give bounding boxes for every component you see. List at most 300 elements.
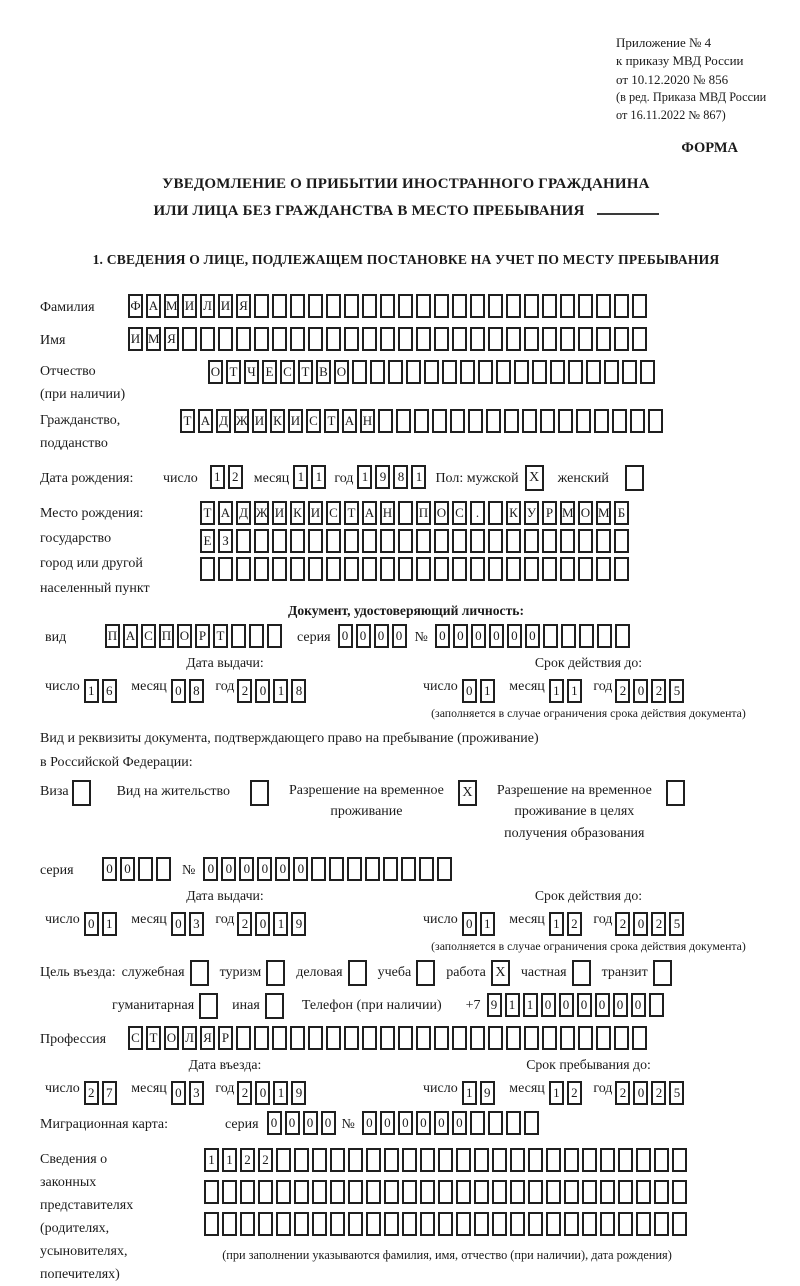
form-cell[interactable] [438, 1212, 453, 1236]
form-cell[interactable]: 2 [228, 465, 243, 489]
form-cell[interactable] [384, 1212, 399, 1236]
form-cell[interactable] [222, 1212, 237, 1236]
form-cell[interactable] [240, 1212, 255, 1236]
form-cell[interactable]: 0 [293, 857, 308, 881]
form-cell[interactable]: Н [360, 409, 375, 433]
form-cell[interactable] [478, 360, 493, 384]
form-cell[interactable]: С [128, 1026, 143, 1050]
form-cell[interactable]: 2 [651, 912, 666, 936]
form-cell[interactable]: 5 [669, 1081, 684, 1105]
form-cell[interactable]: Е [200, 529, 215, 553]
form-cell[interactable] [416, 1026, 431, 1050]
edu-permit-checkbox[interactable] [666, 780, 685, 806]
sex-female-checkbox[interactable] [625, 465, 644, 491]
form-cell[interactable] [344, 1026, 359, 1050]
form-cell[interactable]: 1 [293, 465, 308, 489]
form-cell[interactable]: Т [226, 360, 241, 384]
form-cell[interactable] [452, 327, 467, 351]
form-cell[interactable] [398, 529, 413, 553]
form-cell[interactable]: И [308, 501, 323, 525]
form-cell[interactable] [672, 1148, 687, 1172]
form-cell[interactable] [618, 1148, 633, 1172]
form-cell[interactable] [254, 294, 269, 318]
form-cell[interactable] [362, 557, 377, 581]
form-cell[interactable]: 6 [102, 679, 117, 703]
form-cell[interactable] [384, 1180, 399, 1204]
form-cell[interactable]: П [416, 501, 431, 525]
form-cell[interactable] [290, 557, 305, 581]
form-cell[interactable] [582, 1180, 597, 1204]
form-cell[interactable] [236, 529, 251, 553]
form-cell[interactable] [524, 557, 539, 581]
form-cell[interactable]: 0 [102, 857, 117, 881]
form-cell[interactable]: 1 [411, 465, 426, 489]
form-cell[interactable]: 0 [338, 624, 353, 648]
form-cell[interactable] [614, 294, 629, 318]
form-cell[interactable] [654, 1148, 669, 1172]
form-cell[interactable] [470, 557, 485, 581]
form-cell[interactable] [380, 557, 395, 581]
form-cell[interactable] [182, 327, 197, 351]
form-cell[interactable] [560, 294, 575, 318]
purpose-official-checkbox[interactable] [190, 960, 209, 986]
form-cell[interactable]: Т [180, 409, 195, 433]
form-cell[interactable]: 0 [541, 993, 556, 1017]
form-cell[interactable] [222, 1180, 237, 1204]
form-cell[interactable] [524, 294, 539, 318]
form-cell[interactable] [294, 1180, 309, 1204]
form-cell[interactable]: 0 [489, 624, 504, 648]
form-cell[interactable] [528, 1180, 543, 1204]
form-cell[interactable] [380, 1026, 395, 1050]
form-cell[interactable]: М [146, 327, 161, 351]
purpose-private-checkbox[interactable] [572, 960, 591, 986]
form-cell[interactable] [470, 327, 485, 351]
form-cell[interactable]: 1 [567, 679, 582, 703]
form-cell[interactable] [649, 993, 664, 1017]
form-cell[interactable]: 0 [171, 1081, 186, 1105]
form-cell[interactable]: 1 [549, 912, 564, 936]
form-cell[interactable] [308, 529, 323, 553]
visa-checkbox[interactable] [72, 780, 91, 806]
form-cell[interactable] [290, 529, 305, 553]
form-cell[interactable] [596, 557, 611, 581]
form-cell[interactable] [474, 1212, 489, 1236]
form-cell[interactable] [542, 327, 557, 351]
form-cell[interactable]: Я [164, 327, 179, 351]
form-cell[interactable] [579, 624, 594, 648]
form-cell[interactable]: 0 [435, 624, 450, 648]
form-cell[interactable] [506, 557, 521, 581]
form-cell[interactable]: 1 [505, 993, 520, 1017]
form-cell[interactable]: Ж [234, 409, 249, 433]
form-cell[interactable]: 1 [480, 912, 495, 936]
form-cell[interactable] [272, 327, 287, 351]
form-cell[interactable]: 9 [487, 993, 502, 1017]
form-cell[interactable]: 0 [452, 1111, 467, 1135]
form-cell[interactable]: 0 [559, 993, 574, 1017]
form-cell[interactable] [564, 1212, 579, 1236]
form-cell[interactable] [654, 1212, 669, 1236]
form-cell[interactable] [506, 1026, 521, 1050]
form-cell[interactable] [267, 624, 282, 648]
form-cell[interactable]: 0 [434, 1111, 449, 1135]
form-cell[interactable] [506, 327, 521, 351]
form-cell[interactable] [615, 624, 630, 648]
sex-male-checkbox[interactable]: X [525, 465, 544, 491]
form-cell[interactable]: Р [542, 501, 557, 525]
form-cell[interactable] [380, 327, 395, 351]
form-cell[interactable] [632, 1026, 647, 1050]
form-cell[interactable] [308, 294, 323, 318]
form-cell[interactable]: И [252, 409, 267, 433]
form-cell[interactable] [442, 360, 457, 384]
form-cell[interactable] [370, 360, 385, 384]
form-cell[interactable] [312, 1180, 327, 1204]
form-cell[interactable] [378, 409, 393, 433]
form-cell[interactable] [576, 409, 591, 433]
form-cell[interactable] [326, 1026, 341, 1050]
form-cell[interactable]: 1 [462, 1081, 477, 1105]
form-cell[interactable] [636, 1212, 651, 1236]
form-cell[interactable] [416, 557, 431, 581]
form-cell[interactable] [542, 294, 557, 318]
form-cell[interactable]: 0 [380, 1111, 395, 1135]
form-cell[interactable]: 0 [471, 624, 486, 648]
form-cell[interactable] [276, 1180, 291, 1204]
form-cell[interactable]: 1 [480, 679, 495, 703]
form-cell[interactable] [470, 294, 485, 318]
form-cell[interactable] [276, 1212, 291, 1236]
form-cell[interactable] [434, 294, 449, 318]
form-cell[interactable]: П [159, 624, 174, 648]
form-cell[interactable]: 0 [362, 1111, 377, 1135]
form-cell[interactable]: 8 [189, 679, 204, 703]
form-cell[interactable]: 2 [615, 912, 630, 936]
form-cell[interactable]: 0 [356, 624, 371, 648]
form-cell[interactable] [438, 1148, 453, 1172]
form-cell[interactable]: 0 [631, 993, 646, 1017]
form-cell[interactable] [258, 1180, 273, 1204]
form-cell[interactable]: 0 [453, 624, 468, 648]
form-cell[interactable]: Ж [254, 501, 269, 525]
form-cell[interactable] [452, 557, 467, 581]
form-cell[interactable] [488, 327, 503, 351]
form-cell[interactable] [402, 1180, 417, 1204]
form-cell[interactable]: 0 [257, 857, 272, 881]
form-cell[interactable]: 9 [291, 1081, 306, 1105]
form-cell[interactable]: И [288, 409, 303, 433]
form-cell[interactable] [398, 327, 413, 351]
form-cell[interactable] [542, 529, 557, 553]
form-cell[interactable] [366, 1180, 381, 1204]
form-cell[interactable]: А [123, 624, 138, 648]
form-cell[interactable] [311, 857, 326, 881]
form-cell[interactable] [218, 557, 233, 581]
form-cell[interactable]: Б [614, 501, 629, 525]
form-cell[interactable] [362, 1026, 377, 1050]
form-cell[interactable]: Я [200, 1026, 215, 1050]
form-cell[interactable]: 0 [416, 1111, 431, 1135]
form-cell[interactable] [452, 294, 467, 318]
form-cell[interactable]: П [105, 624, 120, 648]
form-cell[interactable] [528, 1148, 543, 1172]
form-cell[interactable]: 0 [577, 993, 592, 1017]
form-cell[interactable] [366, 1148, 381, 1172]
form-cell[interactable]: 0 [321, 1111, 336, 1135]
form-cell[interactable] [632, 327, 647, 351]
form-cell[interactable] [383, 857, 398, 881]
form-cell[interactable] [542, 1026, 557, 1050]
form-cell[interactable] [398, 294, 413, 318]
form-cell[interactable] [586, 360, 601, 384]
form-cell[interactable]: 0 [255, 679, 270, 703]
form-cell[interactable] [582, 1212, 597, 1236]
form-cell[interactable] [396, 409, 411, 433]
form-cell[interactable] [362, 327, 377, 351]
form-cell[interactable] [524, 1026, 539, 1050]
form-cell[interactable] [568, 360, 583, 384]
form-cell[interactable] [614, 557, 629, 581]
form-cell[interactable] [236, 327, 251, 351]
form-cell[interactable]: 1 [204, 1148, 219, 1172]
form-cell[interactable]: Д [216, 409, 231, 433]
form-cell[interactable] [294, 1212, 309, 1236]
form-cell[interactable]: М [164, 294, 179, 318]
form-cell[interactable]: А [198, 409, 213, 433]
form-cell[interactable]: 0 [303, 1111, 318, 1135]
form-cell[interactable]: 0 [120, 857, 135, 881]
form-cell[interactable] [546, 1180, 561, 1204]
form-cell[interactable] [488, 1111, 503, 1135]
form-cell[interactable] [492, 1180, 507, 1204]
form-cell[interactable] [308, 327, 323, 351]
form-cell[interactable] [614, 529, 629, 553]
form-cell[interactable] [468, 409, 483, 433]
form-cell[interactable]: 0 [285, 1111, 300, 1135]
form-cell[interactable] [506, 1111, 521, 1135]
form-cell[interactable]: Ф [128, 294, 143, 318]
form-cell[interactable] [362, 294, 377, 318]
form-cell[interactable]: 0 [203, 857, 218, 881]
form-cell[interactable]: 1 [523, 993, 538, 1017]
form-cell[interactable] [312, 1148, 327, 1172]
form-cell[interactable] [532, 360, 547, 384]
form-cell[interactable] [540, 409, 555, 433]
form-cell[interactable] [560, 1026, 575, 1050]
form-cell[interactable] [272, 529, 287, 553]
form-cell[interactable]: 0 [392, 624, 407, 648]
form-cell[interactable]: О [578, 501, 593, 525]
form-cell[interactable] [564, 1148, 579, 1172]
form-cell[interactable] [308, 1026, 323, 1050]
form-cell[interactable]: 0 [525, 624, 540, 648]
form-cell[interactable] [514, 360, 529, 384]
form-cell[interactable]: Р [218, 1026, 233, 1050]
form-cell[interactable] [452, 1026, 467, 1050]
form-cell[interactable]: 2 [615, 1081, 630, 1105]
form-cell[interactable]: И [272, 501, 287, 525]
form-cell[interactable] [558, 409, 573, 433]
form-cell[interactable] [456, 1212, 471, 1236]
form-cell[interactable] [330, 1212, 345, 1236]
form-cell[interactable]: 2 [567, 912, 582, 936]
form-cell[interactable]: К [270, 409, 285, 433]
form-cell[interactable] [294, 1148, 309, 1172]
form-cell[interactable]: 3 [189, 912, 204, 936]
form-cell[interactable] [542, 557, 557, 581]
form-cell[interactable]: У [524, 501, 539, 525]
form-cell[interactable] [329, 857, 344, 881]
form-cell[interactable]: 1 [273, 679, 288, 703]
form-cell[interactable] [672, 1180, 687, 1204]
purpose-work-checkbox[interactable]: X [491, 960, 510, 986]
form-cell[interactable]: К [506, 501, 521, 525]
form-cell[interactable] [604, 360, 619, 384]
form-cell[interactable] [550, 360, 565, 384]
form-cell[interactable]: 0 [275, 857, 290, 881]
form-cell[interactable] [218, 327, 233, 351]
form-cell[interactable]: 0 [374, 624, 389, 648]
purpose-transit-checkbox[interactable] [653, 960, 672, 986]
form-cell[interactable]: Т [324, 409, 339, 433]
form-cell[interactable]: 0 [595, 993, 610, 1017]
form-cell[interactable]: И [218, 294, 233, 318]
form-cell[interactable] [200, 327, 215, 351]
form-cell[interactable] [522, 409, 537, 433]
form-cell[interactable]: Н [380, 501, 395, 525]
form-cell[interactable] [204, 1180, 219, 1204]
form-cell[interactable] [561, 624, 576, 648]
form-cell[interactable] [596, 327, 611, 351]
form-cell[interactable] [636, 1180, 651, 1204]
form-cell[interactable] [594, 409, 609, 433]
form-cell[interactable] [488, 529, 503, 553]
form-cell[interactable]: Д [236, 501, 251, 525]
form-cell[interactable] [258, 1212, 273, 1236]
form-cell[interactable]: 1 [311, 465, 326, 489]
form-cell[interactable]: Т [200, 501, 215, 525]
form-cell[interactable]: Л [182, 1026, 197, 1050]
form-cell[interactable] [596, 1026, 611, 1050]
form-cell[interactable] [546, 1148, 561, 1172]
form-cell[interactable]: О [164, 1026, 179, 1050]
form-cell[interactable] [402, 1212, 417, 1236]
form-cell[interactable] [308, 557, 323, 581]
form-cell[interactable]: 1 [357, 465, 372, 489]
form-cell[interactable]: Я [236, 294, 251, 318]
form-cell[interactable]: А [146, 294, 161, 318]
form-cell[interactable]: 1 [549, 679, 564, 703]
form-cell[interactable] [434, 327, 449, 351]
form-cell[interactable] [362, 529, 377, 553]
form-cell[interactable] [564, 1180, 579, 1204]
form-cell[interactable]: 0 [171, 679, 186, 703]
form-cell[interactable]: 0 [613, 993, 628, 1017]
form-cell[interactable] [612, 409, 627, 433]
form-cell[interactable] [622, 360, 637, 384]
form-cell[interactable]: 1 [222, 1148, 237, 1172]
form-cell[interactable] [347, 857, 362, 881]
form-cell[interactable]: О [208, 360, 223, 384]
form-cell[interactable]: О [177, 624, 192, 648]
form-cell[interactable] [156, 857, 171, 881]
form-cell[interactable] [492, 1212, 507, 1236]
purpose-humanitarian-checkbox[interactable] [199, 993, 218, 1019]
form-cell[interactable]: А [342, 409, 357, 433]
form-cell[interactable] [488, 1026, 503, 1050]
form-cell[interactable] [434, 1026, 449, 1050]
form-cell[interactable]: 1 [273, 1081, 288, 1105]
form-cell[interactable] [414, 409, 429, 433]
form-cell[interactable] [231, 624, 246, 648]
form-cell[interactable] [597, 624, 612, 648]
form-cell[interactable]: М [596, 501, 611, 525]
form-cell[interactable] [437, 857, 452, 881]
form-cell[interactable] [524, 327, 539, 351]
form-cell[interactable] [344, 327, 359, 351]
form-cell[interactable] [614, 1026, 629, 1050]
form-cell[interactable]: 0 [267, 1111, 282, 1135]
form-cell[interactable]: 0 [633, 912, 648, 936]
form-cell[interactable] [438, 1180, 453, 1204]
form-cell[interactable] [416, 529, 431, 553]
form-cell[interactable] [578, 294, 593, 318]
form-cell[interactable]: К [290, 501, 305, 525]
form-cell[interactable] [272, 557, 287, 581]
form-cell[interactable]: 7 [102, 1081, 117, 1105]
form-cell[interactable]: 2 [651, 1081, 666, 1105]
form-cell[interactable] [290, 1026, 305, 1050]
form-cell[interactable] [506, 529, 521, 553]
form-cell[interactable]: 0 [255, 912, 270, 936]
form-cell[interactable]: 1 [84, 679, 99, 703]
form-cell[interactable] [398, 557, 413, 581]
form-cell[interactable]: А [218, 501, 233, 525]
form-cell[interactable]: 0 [633, 679, 648, 703]
form-cell[interactable]: С [452, 501, 467, 525]
form-cell[interactable] [578, 327, 593, 351]
form-cell[interactable] [488, 557, 503, 581]
form-cell[interactable]: 0 [633, 1081, 648, 1105]
form-cell[interactable] [456, 1180, 471, 1204]
form-cell[interactable] [384, 1148, 399, 1172]
form-cell[interactable] [138, 857, 153, 881]
form-cell[interactable] [254, 557, 269, 581]
form-cell[interactable]: 2 [237, 912, 252, 936]
form-cell[interactable]: 0 [171, 912, 186, 936]
form-cell[interactable] [474, 1148, 489, 1172]
form-cell[interactable]: 0 [255, 1081, 270, 1105]
form-cell[interactable]: 9 [375, 465, 390, 489]
form-cell[interactable]: 2 [240, 1148, 255, 1172]
form-cell[interactable]: 1 [273, 912, 288, 936]
form-cell[interactable] [470, 529, 485, 553]
form-cell[interactable]: 2 [237, 679, 252, 703]
form-cell[interactable] [254, 1026, 269, 1050]
form-cell[interactable]: Т [298, 360, 313, 384]
residence-permit-checkbox[interactable] [250, 780, 269, 806]
form-cell[interactable]: 0 [84, 912, 99, 936]
form-cell[interactable] [365, 857, 380, 881]
form-cell[interactable] [546, 1212, 561, 1236]
form-cell[interactable] [254, 529, 269, 553]
form-cell[interactable] [524, 529, 539, 553]
form-cell[interactable] [618, 1212, 633, 1236]
purpose-tourism-checkbox[interactable] [266, 960, 285, 986]
form-cell[interactable] [543, 624, 558, 648]
form-cell[interactable]: 5 [669, 679, 684, 703]
